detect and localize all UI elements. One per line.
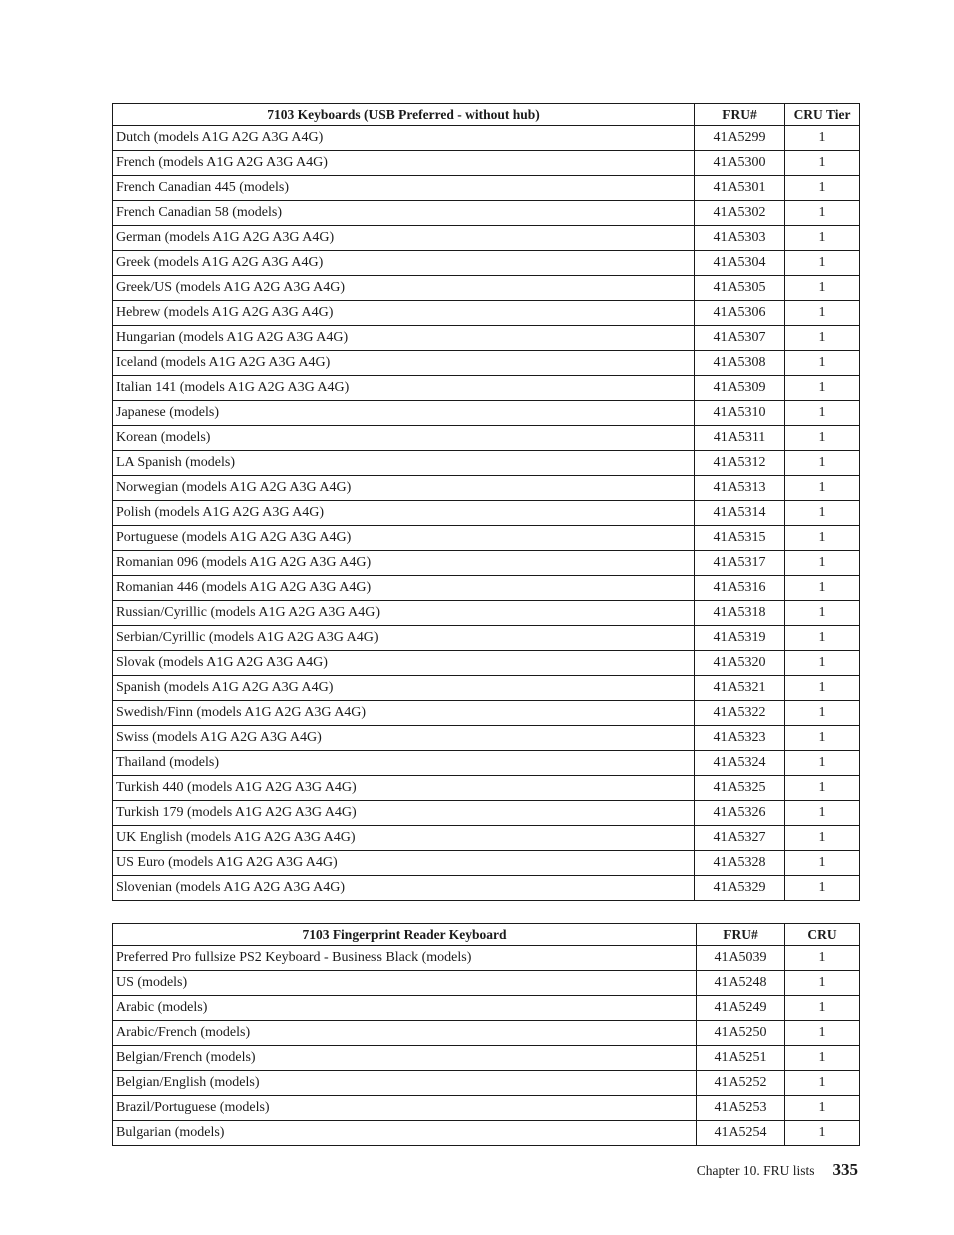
cell-fru: 41A5329: [695, 876, 785, 901]
table-row: [113, 826, 860, 851]
cell-description: Slovak (models A1G A2G A3G A4G): [113, 651, 695, 676]
table-row: [113, 151, 860, 176]
cell-cru: 1: [785, 301, 860, 326]
column-header-cru: CRU: [785, 924, 860, 946]
cell-description: Turkish 179 (models A1G A2G A3G A4G): [113, 801, 695, 826]
cell-description: Hebrew (models A1G A2G A3G A4G): [113, 301, 695, 326]
fingerprint-keyboard-table: [112, 923, 860, 1146]
cell-description: Serbian/Cyrillic (models A1G A2G A3G A4G): [113, 626, 695, 651]
cell-fru: 41A5305: [695, 276, 785, 301]
cell-cru: 1: [785, 996, 860, 1021]
cell-fru: 41A5306: [695, 301, 785, 326]
cell-fru: 41A5253: [697, 1096, 785, 1121]
cell-description: Swedish/Finn (models A1G A2G A3G A4G): [113, 701, 695, 726]
cell-fru: 41A5250: [697, 1021, 785, 1046]
table-row: [113, 1071, 860, 1096]
cell-cru: 1: [785, 501, 860, 526]
table-row: [113, 351, 860, 376]
cell-cru: 1: [785, 676, 860, 701]
cell-fru: 41A5308: [695, 351, 785, 376]
cell-fru: 41A5310: [695, 401, 785, 426]
cell-description: Hungarian (models A1G A2G A3G A4G): [113, 326, 695, 351]
table-row: [113, 201, 860, 226]
cell-fru: 41A5324: [695, 751, 785, 776]
cell-fru: 41A5309: [695, 376, 785, 401]
cell-cru: 1: [785, 946, 860, 971]
table-row: [113, 651, 860, 676]
cell-cru: 1: [785, 726, 860, 751]
table-row: [113, 226, 860, 251]
cell-description: Slovenian (models A1G A2G A3G A4G): [113, 876, 695, 901]
table-row: [113, 501, 860, 526]
cell-description: UK English (models A1G A2G A3G A4G): [113, 826, 695, 851]
table-row: [113, 801, 860, 826]
table-row: [113, 126, 860, 151]
cell-cru: 1: [785, 126, 860, 151]
cell-cru: 1: [785, 626, 860, 651]
cell-cru: 1: [785, 876, 860, 901]
cell-description: LA Spanish (models): [113, 451, 695, 476]
cell-description: Romanian 446 (models A1G A2G A3G A4G): [113, 576, 695, 601]
cell-description: US Euro (models A1G A2G A3G A4G): [113, 851, 695, 876]
table-row: [113, 426, 860, 451]
cell-description: Norwegian (models A1G A2G A3G A4G): [113, 476, 695, 501]
cell-fru: 41A5249: [697, 996, 785, 1021]
keyboards-usb-table: [112, 103, 860, 901]
table-row: [113, 551, 860, 576]
cell-fru: 41A5039: [697, 946, 785, 971]
table-header-row: [113, 104, 860, 126]
cell-fru: 41A5319: [695, 626, 785, 651]
table-row: [113, 971, 860, 996]
table-row: [113, 676, 860, 701]
cell-description: French Canadian 58 (models): [113, 201, 695, 226]
cell-fru: 41A5248: [697, 971, 785, 996]
cell-fru: 41A5299: [695, 126, 785, 151]
cell-fru: 41A5311: [695, 426, 785, 451]
column-header-fru: FRU#: [697, 924, 785, 946]
cell-cru: 1: [785, 326, 860, 351]
cell-fru: 41A5304: [695, 251, 785, 276]
cell-description: Romanian 096 (models A1G A2G A3G A4G): [113, 551, 695, 576]
cell-description: Korean (models): [113, 426, 695, 451]
cell-fru: 41A5322: [695, 701, 785, 726]
cell-description: Belgian/French (models): [113, 1046, 697, 1071]
cell-fru: 41A5251: [697, 1046, 785, 1071]
cell-description: Iceland (models A1G A2G A3G A4G): [113, 351, 695, 376]
cell-description: Spanish (models A1G A2G A3G A4G): [113, 676, 695, 701]
cell-cru: 1: [785, 1096, 860, 1121]
table-row: [113, 251, 860, 276]
table-row: [113, 726, 860, 751]
cell-description: Arabic/French (models): [113, 1021, 697, 1046]
cell-cru: 1: [785, 201, 860, 226]
cell-cru: 1: [785, 971, 860, 996]
cell-fru: 41A5317: [695, 551, 785, 576]
table-row: [113, 996, 860, 1021]
cell-cru: 1: [785, 826, 860, 851]
cell-cru: 1: [785, 751, 860, 776]
table-row: [113, 1021, 860, 1046]
column-header-description: 7103 Fingerprint Reader Keyboard: [113, 924, 697, 946]
cell-fru: 41A5302: [695, 201, 785, 226]
table-row: [113, 946, 860, 971]
chapter-label: Chapter 10. FRU lists: [696, 1163, 815, 1178]
cell-description: Turkish 440 (models A1G A2G A3G A4G): [113, 776, 695, 801]
cell-cru: 1: [785, 701, 860, 726]
cell-description: Brazil/Portuguese (models): [113, 1096, 697, 1121]
cell-description: Russian/Cyrillic (models A1G A2G A3G A4G): [113, 601, 695, 626]
cell-cru: 1: [785, 1071, 860, 1096]
cell-cru: 1: [785, 476, 860, 501]
cell-cru: 1: [785, 801, 860, 826]
cell-cru: 1: [785, 776, 860, 801]
page-footer: [697, 1160, 858, 1180]
cell-cru: 1: [785, 251, 860, 276]
cell-fru: 41A5307: [695, 326, 785, 351]
cell-description: Dutch (models A1G A2G A3G A4G): [113, 126, 695, 151]
cell-cru: 1: [785, 426, 860, 451]
cell-description: Portuguese (models A1G A2G A3G A4G): [113, 526, 695, 551]
cell-description: Bulgarian (models): [113, 1121, 697, 1146]
cell-fru: 41A5315: [695, 526, 785, 551]
cell-description: US (models): [113, 971, 697, 996]
cell-cru: 1: [785, 401, 860, 426]
cell-description: Thailand (models): [113, 751, 695, 776]
cell-fru: 41A5303: [695, 226, 785, 251]
cell-fru: 41A5301: [695, 176, 785, 201]
cell-cru: 1: [785, 1021, 860, 1046]
table-row: [113, 701, 860, 726]
table-row: [113, 526, 860, 551]
table-row: [113, 751, 860, 776]
column-header-fru: FRU#: [695, 104, 785, 126]
table-row: [113, 476, 860, 501]
cell-fru: 41A5313: [695, 476, 785, 501]
table-row: [113, 301, 860, 326]
cell-cru: 1: [785, 276, 860, 301]
cell-fru: 41A5300: [695, 151, 785, 176]
table-row: [113, 601, 860, 626]
page-number: 335: [832, 1160, 858, 1179]
column-header-description: 7103 Keyboards (USB Preferred - without hub): [113, 104, 695, 126]
table-row: [113, 326, 860, 351]
cell-description: Preferred Pro fullsize PS2 Keyboard - Business Black (models): [113, 946, 697, 971]
table-row: [113, 1096, 860, 1121]
cell-cru: 1: [785, 526, 860, 551]
cell-description: Arabic (models): [113, 996, 697, 1021]
cell-cru: 1: [785, 451, 860, 476]
cell-cru: 1: [785, 576, 860, 601]
cell-cru: 1: [785, 376, 860, 401]
cell-description: Swiss (models A1G A2G A3G A4G): [113, 726, 695, 751]
cell-cru: 1: [785, 651, 860, 676]
table-row: [113, 851, 860, 876]
cell-cru: 1: [785, 551, 860, 576]
cell-description: Belgian/English (models): [113, 1071, 697, 1096]
cell-fru: 41A5321: [695, 676, 785, 701]
cell-description: Polish (models A1G A2G A3G A4G): [113, 501, 695, 526]
column-header-cru-tier: CRU Tier: [785, 104, 860, 126]
cell-fru: 41A5323: [695, 726, 785, 751]
cell-description: German (models A1G A2G A3G A4G): [113, 226, 695, 251]
cell-description: French (models A1G A2G A3G A4G): [113, 151, 695, 176]
cell-fru: 41A5252: [697, 1071, 785, 1096]
cell-fru: 41A5325: [695, 776, 785, 801]
cell-fru: 41A5316: [695, 576, 785, 601]
table-row: [113, 451, 860, 476]
table-row: [113, 876, 860, 901]
table-row: [113, 776, 860, 801]
cell-description: French Canadian 445 (models): [113, 176, 695, 201]
cell-fru: 41A5312: [695, 451, 785, 476]
cell-description: Japanese (models): [113, 401, 695, 426]
cell-fru: 41A5328: [695, 851, 785, 876]
table-row: [113, 401, 860, 426]
cell-fru: 41A5318: [695, 601, 785, 626]
cell-cru: 1: [785, 851, 860, 876]
cell-fru: 41A5320: [695, 651, 785, 676]
table-row: [113, 176, 860, 201]
cell-cru: 1: [785, 151, 860, 176]
cell-fru: 41A5254: [697, 1121, 785, 1146]
cell-description: Greek (models A1G A2G A3G A4G): [113, 251, 695, 276]
cell-cru: 1: [785, 176, 860, 201]
cell-cru: 1: [785, 226, 860, 251]
table-header-row: [113, 924, 860, 946]
cell-fru: 41A5327: [695, 826, 785, 851]
cell-description: Greek/US (models A1G A2G A3G A4G): [113, 276, 695, 301]
cell-fru: 41A5314: [695, 501, 785, 526]
cell-cru: 1: [785, 601, 860, 626]
table-row: [113, 576, 860, 601]
cell-cru: 1: [785, 1121, 860, 1146]
table-row: [113, 376, 860, 401]
table-row: [113, 1121, 860, 1146]
cell-cru: 1: [785, 351, 860, 376]
cell-fru: 41A5326: [695, 801, 785, 826]
table-row: [113, 1046, 860, 1071]
table-row: [113, 276, 860, 301]
table-row: [113, 626, 860, 651]
cell-description: Italian 141 (models A1G A2G A3G A4G): [113, 376, 695, 401]
cell-cru: 1: [785, 1046, 860, 1071]
